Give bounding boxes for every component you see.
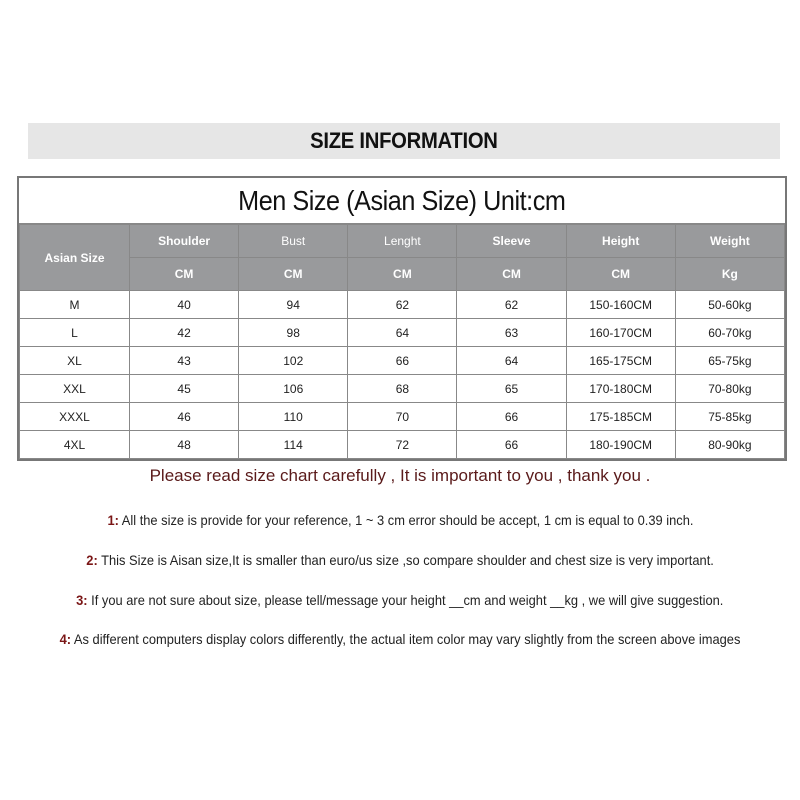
cell-shoulder: 43 [130, 347, 239, 375]
cell-size: 4XL [20, 431, 130, 459]
cell-weight: 75-85kg [675, 403, 784, 431]
table-row [20, 375, 785, 403]
unit-row [20, 258, 785, 291]
table-row [20, 431, 785, 459]
cell-weight: 60-70kg [675, 319, 784, 347]
header-asian-size: Asian Size [20, 225, 130, 291]
cell-sleeve: 65 [457, 375, 566, 403]
cell-shoulder: 48 [130, 431, 239, 459]
cell-shoulder: 40 [130, 291, 239, 319]
notes-lead: Please read size chart carefully , It is important to you , thank you . [149, 466, 651, 485]
cell-height: 165-175CM [566, 347, 675, 375]
cell-size: XXL [20, 375, 130, 403]
note-text: If you are not sure about size, please tell/message your height __cm and weight __kg , we will give suggestion. [87, 592, 724, 608]
cell-bust: 106 [239, 375, 348, 403]
banner-title: SIZE INFORMATION [310, 128, 498, 153]
note-text: This Size is Aisan size,It is smaller than euro/us size ,so compare shoulder and chest size is very important. [97, 552, 714, 568]
header-length: Lenght [348, 225, 457, 258]
cell-size: L [20, 319, 130, 347]
cell-height: 170-180CM [566, 375, 675, 403]
unit-shoulder: CM [130, 258, 239, 291]
cell-length: 64 [348, 319, 457, 347]
unit-sleeve: CM [457, 258, 566, 291]
cell-height: 180-190CM [566, 431, 675, 459]
table-row [20, 319, 785, 347]
unit-length: CM [348, 258, 457, 291]
cell-shoulder: 46 [130, 403, 239, 431]
header-bust: Bust [239, 225, 348, 258]
note-number: 1: [107, 512, 119, 528]
cell-shoulder: 42 [130, 319, 239, 347]
unit-height: CM [566, 258, 675, 291]
table-title [19, 178, 785, 224]
cell-sleeve: 62 [457, 291, 566, 319]
cell-height: 175-185CM [566, 403, 675, 431]
header-row [20, 225, 785, 258]
header-shoulder: Shoulder [130, 225, 239, 258]
note-number: 3: [76, 592, 88, 608]
note-item-4 [0, 631, 800, 647]
table-title-text: Men Size (Asian Size) Unit:cm [238, 184, 566, 216]
cell-length: 68 [348, 375, 457, 403]
cell-sleeve: 64 [457, 347, 566, 375]
cell-bust: 110 [239, 403, 348, 431]
table-row [20, 347, 785, 375]
header-weight: Weight [675, 225, 784, 258]
cell-sleeve: 66 [457, 403, 566, 431]
note-text: As different computers display colors differently, the actual item color may vary slightly from the screen above images [71, 631, 741, 647]
cell-length: 62 [348, 291, 457, 319]
size-notes [0, 466, 800, 496]
size-table [19, 224, 785, 459]
cell-sleeve: 66 [457, 431, 566, 459]
table-row [20, 291, 785, 319]
cell-length: 70 [348, 403, 457, 431]
header-height: Height [566, 225, 675, 258]
cell-height: 150-160CM [566, 291, 675, 319]
unit-weight: Kg [675, 258, 784, 291]
cell-shoulder: 45 [130, 375, 239, 403]
note-item-2 [0, 552, 800, 568]
cell-weight: 65-75kg [675, 347, 784, 375]
cell-weight: 70-80kg [675, 375, 784, 403]
cell-weight: 50-60kg [675, 291, 784, 319]
note-number: 2: [86, 552, 98, 568]
note-item-1 [0, 512, 800, 528]
cell-bust: 94 [239, 291, 348, 319]
cell-size: XXXL [20, 403, 130, 431]
cell-length: 66 [348, 347, 457, 375]
unit-bust: CM [239, 258, 348, 291]
cell-size: XL [20, 347, 130, 375]
size-chart [17, 176, 787, 461]
cell-size: M [20, 291, 130, 319]
cell-bust: 98 [239, 319, 348, 347]
cell-length: 72 [348, 431, 457, 459]
cell-bust: 114 [239, 431, 348, 459]
note-item-3 [0, 592, 800, 608]
table-row [20, 403, 785, 431]
note-text: All the size is provide for your reference, 1 ~ 3 cm error should be accept, 1 cm is equal to 0.39 inch. [118, 512, 693, 528]
size-information-banner [28, 123, 780, 159]
cell-height: 160-170CM [566, 319, 675, 347]
cell-bust: 102 [239, 347, 348, 375]
cell-weight: 80-90kg [675, 431, 784, 459]
header-sleeve: Sleeve [457, 225, 566, 258]
note-number: 4: [59, 631, 72, 647]
cell-sleeve: 63 [457, 319, 566, 347]
